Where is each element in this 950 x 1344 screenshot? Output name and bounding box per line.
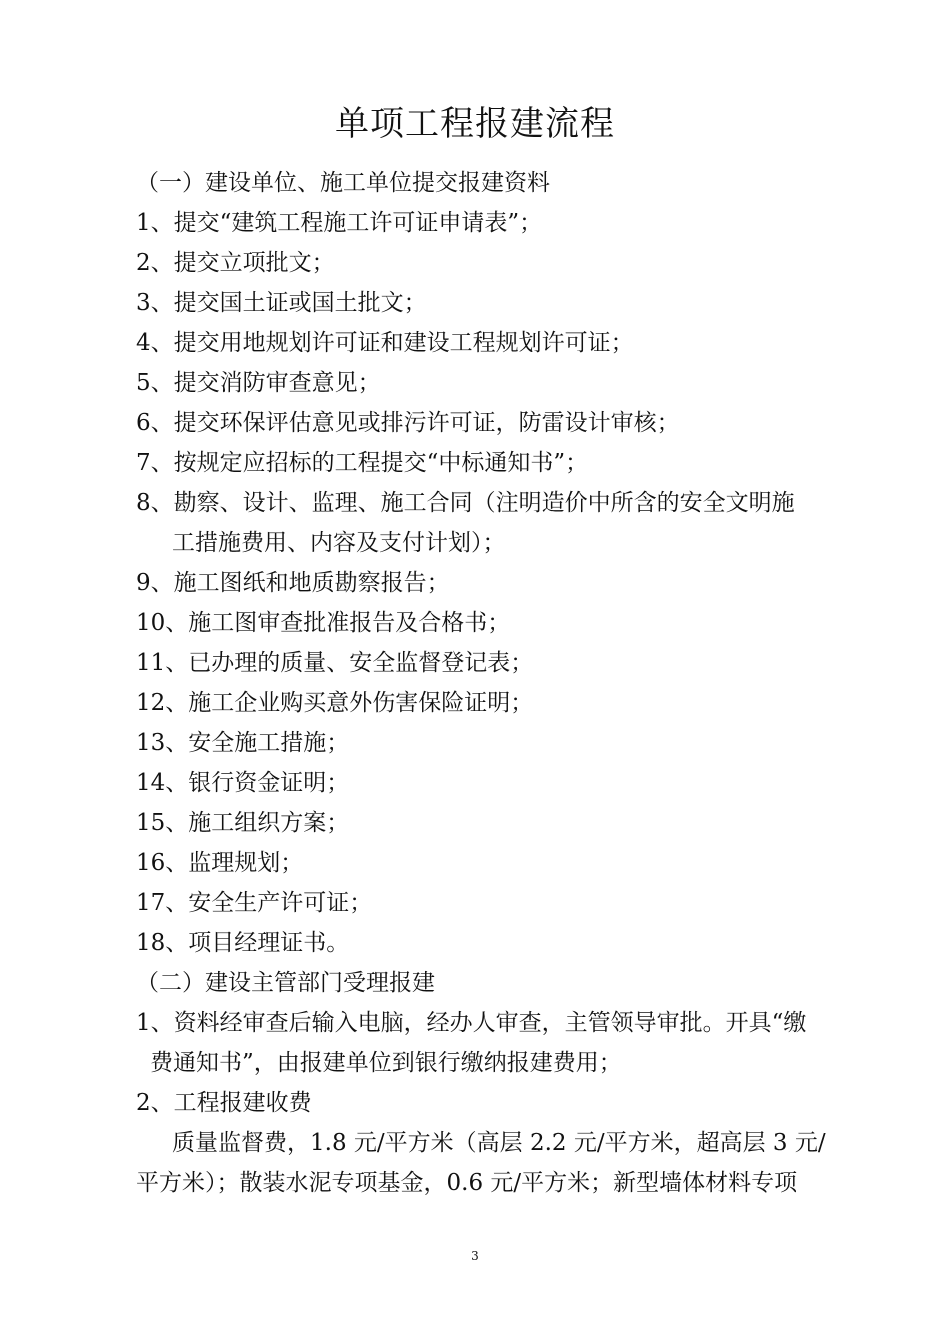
list-item: 1、资料经审查后输入电脑，经办人审查，主管领导审批。开具“缴 (136, 1010, 807, 1036)
list-item: 17、安全生产许可证； (136, 890, 373, 916)
page-number: 3 (471, 1249, 479, 1263)
list-item: 10、施工图审查批准报告及合格书； (136, 610, 511, 636)
list-item: 6、提交环保评估意见或排污许可证，防雷设计审核； (136, 410, 680, 436)
list-item: 15、施工组织方案； (136, 810, 350, 836)
list-item: 4、提交用地规划许可证和建设工程规划许可证； (136, 330, 634, 356)
section-heading-2: （二）建设主管部门受理报建 (136, 970, 435, 996)
paragraph-line: 质量监督费，1.8 元/平方米（高层 2.2 元/平方米，超高层 3 元/ (172, 1130, 826, 1156)
list-item: 9、施工图纸和地质勘察报告； (136, 570, 450, 596)
list-item: 13、安全施工措施； (136, 730, 350, 756)
list-item: 7、按规定应招标的工程提交“中标通知书”； (136, 450, 589, 476)
list-item-continuation: 费通知书”，由报建单位到银行缴纳报建费用； (150, 1050, 622, 1076)
list-item: 2、工程报建收费 (136, 1090, 312, 1116)
list-item: 2、提交立项批文； (136, 250, 335, 276)
list-item: 12、施工企业购买意外伤害保险证明； (136, 690, 534, 716)
list-item: 18、项目经理证书。 (136, 930, 350, 956)
section-heading-1: （一）建设单位、施工单位提交报建资料 (136, 170, 550, 196)
list-item: 5、提交消防审查意见； (136, 370, 381, 396)
list-item: 16、监理规划； (136, 850, 304, 876)
list-item: 1、提交“建筑工程施工许可证申请表”； (136, 210, 543, 236)
list-item: 3、提交国土证或国土批文； (136, 290, 427, 316)
page-title: 单项工程报建流程 (335, 104, 615, 144)
paragraph-line: 平方米）；散装水泥专项基金，0.6 元/平方米；新型墙体材料专项 (136, 1170, 798, 1196)
list-item-continuation: 工措施费用、内容及支付计划）； (172, 530, 506, 556)
list-item: 14、银行资金证明； (136, 770, 350, 796)
list-item: 8、勘察、设计、监理、施工合同（注明造价中所含的安全文明施 (136, 490, 795, 516)
list-item: 11、已办理的质量、安全监督登记表； (136, 650, 534, 676)
